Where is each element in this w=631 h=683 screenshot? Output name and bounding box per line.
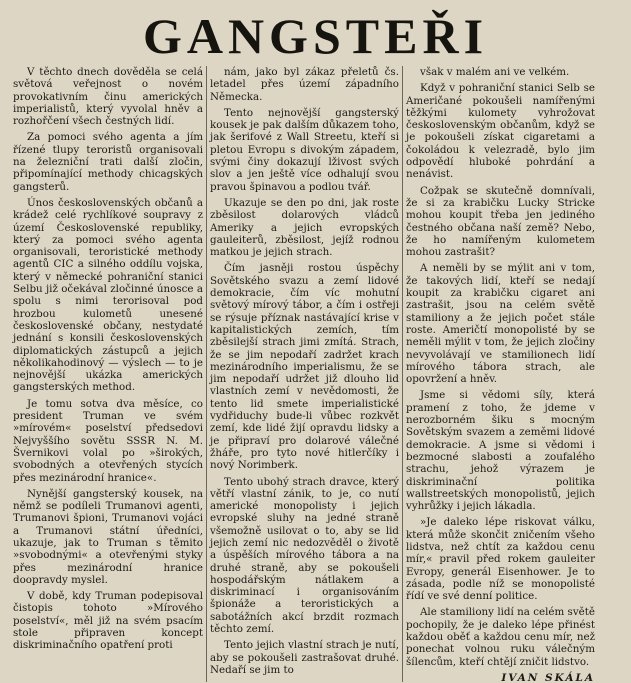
paragraph: Tento ubohý strach dravce, který větří vlastní zánik, to je, co nutí americké monopolisty i jejich evropské sluhy na jedné straně všemožně usilovat o to, aby se lid jejich zemí nic nedozvěděl o životě a úspěších mírového tábora a na druhé straně, aby se pokoušeli hospodářským nátlakem a diskriminací i organisováním špionáže a teroristických a sabotážních akcí brzdit rozmach těchto zemí. [210, 475, 399, 636]
paragraph: »Je daleko lépe riskovat válku, která může skončit zničením všeho lidstva, než chtít za každou cenu mír,« pravil před rokem gauleiter Evropy, generál Eisenhower. Je to zásada, podle níž se monopolisté řídí ve své denní politice. [406, 516, 595, 603]
paragraph: Za pomoci svého agenta a jím řízené tlupy teroristů organisovali na železniční trati další zločin, připomínající methody chicagských gangsterů. [13, 131, 203, 193]
author-signature: IVAN SKÁLA [501, 671, 595, 682]
paragraph: Je tomu sotva dva měsíce, co president Truman ve svém »mírovém« poselství předsedovi Nejvyššího sovětu SSSR N. M. Švernikovi volal po »širokých, svobodných a otevřených stycích přes mezinárodní hranice«. [13, 397, 203, 484]
article-headline: GANGSTEŘI [142, 8, 489, 64]
paragraph: Jsme si vědomi síly, která pramení z toho, že jdeme v nerozborném šiku s mocným Sovětským svazem a zeměmi lidové demokracie. A jsme si vědomi i bezmocné slabosti a zoufalého strachu, jehož výrazem je diskriminační politika wallstreetských monopolistů, jejich vyhrůžky i jejich lákadla. [406, 389, 595, 513]
paragraph: V těchto dnech dověděla se celá světová veřejnost o novém provokativním činu amerických imperialistů, který vyvolal hněv a rozhořčení všech čestných lidí. [13, 66, 203, 128]
paragraph: Tento nejnovější gangsterský kousek je pak dalším důkazem toho, jak šerifové z Wall Streetu, kteří si pletou Evropu s divokým západem, svými činy dokazují lživost svých slov a jen ještě více odhalují svou pravou špinavou a podlou tvář. [210, 106, 399, 193]
paragraph: Když v pohraniční stanici Selb se Američané pokoušeli namířenými těžkými kulomety vyhrožovat československým občanům, když se je pokoušeli získat cigaretami a čokoládou k velezradě, bylo jim odpovědí hluboké pohrdání a nenávist. [406, 82, 595, 181]
paragraph: Ukazuje se den po dni, jak roste zběsilost dolarových vládců Ameriky a jejich evropských gauleiterů, zběsilost, jejíž rodnou matkou je jejich strach. [210, 196, 399, 259]
paragraph: Čím jasněji rostou úspěchy Sovětského svazu a zemí lidové demokracie, čím víc mohutní světový mírový tábor, a čím i ostřeji se rýsuje příznak nastávající krise v kapitalistických zemích, tím zběsilejší strach jimi zmítá. Strach, že se jim nepodaří zadržet krach mezinárodního imperialismu, že se jim nepodaří udržet již dlouho lid vlastních zemí v nevědomosti, že tento lid smete imperialistické vydřiduchy bude-li vůbec rozkvět zemí, kde lidé žijí opravdu lidsky a je připraví pro dolarové válečné žháře, pro tyto nové hitlerčíky i nový Norimberk. [210, 262, 399, 472]
column-2 [206, 66, 402, 682]
column-1 [10, 66, 206, 682]
paragraph: Tento jejich vlastní strach je nutí, aby se pokoušeli zastrašovat druhé. Nedaří se jim to [210, 639, 399, 676]
paragraph: nám, jako byl zákaz přeletů čs. letadel přes území západního Německa. [210, 66, 399, 103]
paragraph: Nynější gangsterský kousek, na němž se podíleli Trumanovi agenti, Trumanovi špioni, Trumanovi vojáci a Trumanovi státní úředníci, ukazuje, jak to Truman s těmito »svobodnými« a otevřenými styky přes mezinárodní hranice doopravdy myslel. [13, 487, 203, 586]
paragraph: Cožpak se skutečně domnívali, že si za krabičku Lucky Stricke mohou koupit třeba jen jediného čestného občana naší země? Nebo, že ho namířeným kulometem mohou zastrašit? [406, 184, 595, 259]
paragraph: Ale stamiliony lidí na celém světě pochopily, že je daleko lépe přinést každou oběť a každou cenu mír, než ponechat volnou ruku válečným šílencům, kteří chtějí zničit lidstvo. [406, 606, 595, 668]
article-columns [10, 66, 628, 682]
paragraph: A neměli by se mýlit ani v tom, že takových lidí, kteří se nedají koupit za krabičku cigaret ani zastrašit, jsou na celém světě stamiliony a že jejich počet stále roste. Američtí monopolisté by se neměli mýlit v tom, že jejich zločiny nevyvolávají ve stamilionech lidí mírového tábora strach, ale opovržení a hněv. [406, 262, 595, 386]
paragraph: však v malém ani ve velkém. [420, 66, 570, 78]
column-3 [402, 66, 598, 682]
paragraph: Únos československých občanů a krádež celé rychlíkové soupravy z území Československé republiky, který za pomoci svého agenta organisovali, teroristické methody agentů CIC a silného oddílu vojska, který v německé pohraniční stanici Selbu již očekával zločinné únosce a spolu s nimi terorisoval pod hrozbou kulometů unesené československé občany, nestydaté jednání s konsili československých diplomatických zástupců a jejich několikahodinový — výslech — to je nejnovější ukázka amerických gangsterských method. [13, 196, 203, 394]
paragraph: V době, kdy Truman podepisoval čistopis tohoto »Mírového poselství«, měl již na svém psacím stole připraven koncept diskriminačního opatření proti [13, 590, 203, 652]
